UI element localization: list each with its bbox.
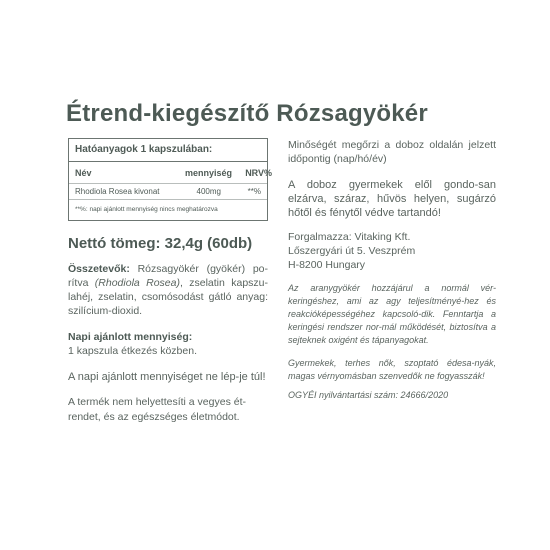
distributor-line-3: H-8200 Hungary — [288, 259, 366, 271]
net-weight: Nettó tömeg: 32,4g (60db) — [68, 235, 253, 252]
cell-name: Rhodiola Rosea kivonat — [75, 187, 160, 196]
column-header-nrv: NRV% — [245, 168, 273, 178]
table-header-row — [69, 162, 273, 184]
ingredients-latin-name: (Rhodiola Rosea) — [94, 277, 180, 289]
table-row — [69, 184, 267, 200]
ingredients-paragraph — [68, 262, 268, 318]
column-header-amount: mennyiség — [185, 168, 233, 178]
active-ingredients-table — [68, 138, 273, 221]
caution-note: Gyermekek, terhes nők, szoptató édesa-nyák, magas vérnyomásban szenvedők ne fogyasszák! — [288, 358, 496, 381]
quality-note: Minőségét megőrzi a doboz oldalán jelzett időpontig (nap/hó/év) — [288, 139, 496, 165]
right-column — [288, 138, 496, 402]
ingredients-text-1: Rózsagyökér (gyökér) po-rítva — [68, 263, 268, 289]
cell-nrv: **% — [247, 187, 261, 196]
table-heading: Hatóanyagok 1 kapszulában: — [69, 139, 267, 162]
dose-warning: A napi ajánlott mennyiséget ne lép-je túl! — [68, 371, 266, 383]
dose-label: Napi ajánlott mennyiség: — [68, 331, 193, 343]
diet-warning: A termék nem helyettesíti a vegyes ét-rendet, és az egészséges életmódot. — [68, 396, 246, 423]
dose-paragraph — [68, 330, 268, 358]
ingredients-text-2: , zselatin kapszu-lahéj, zselatin, csomósodást gátló anyag: szilícium-dioxid. — [68, 277, 268, 317]
product-title: Étrend-kiegészítő Rózsagyökér — [66, 100, 428, 127]
distributor-info — [288, 230, 496, 272]
ingredients-label: Összetevők: — [68, 263, 130, 275]
cell-amount: 400mg — [196, 187, 221, 196]
distributor-line-2: Lőszergyári út 5. Veszprém — [288, 245, 416, 257]
health-claim: Az aranygyökér hozzájárul a normál vér-keringéshez, ami az agy teljesítményé-hez és reakcióképességéhez kapcsoló-dik. Fenntartja a keringési rendszer nor-mál működését, biztosítva a sejteknek oxigént és tápanyagokat. — [288, 283, 496, 345]
table-footnote: **%: napi ajánlott mennyiség nincs meghatározva — [75, 206, 218, 213]
registration-number: OGYÉI nyilvántartási szám: 24666/2020 — [288, 390, 449, 400]
distributor-line-1: Forgalmazza: Vitaking Kft. — [288, 231, 411, 243]
column-header-name: Név — [75, 168, 92, 178]
dose-text: 1 kapszula étkezés közben. — [68, 345, 197, 357]
storage-note: A doboz gyermekek elől gondo-san elzárva, száraz, hűvös helyen, sugárzó hőtől és fénytől védve tartandó! — [288, 179, 496, 219]
left-column — [68, 138, 273, 425]
